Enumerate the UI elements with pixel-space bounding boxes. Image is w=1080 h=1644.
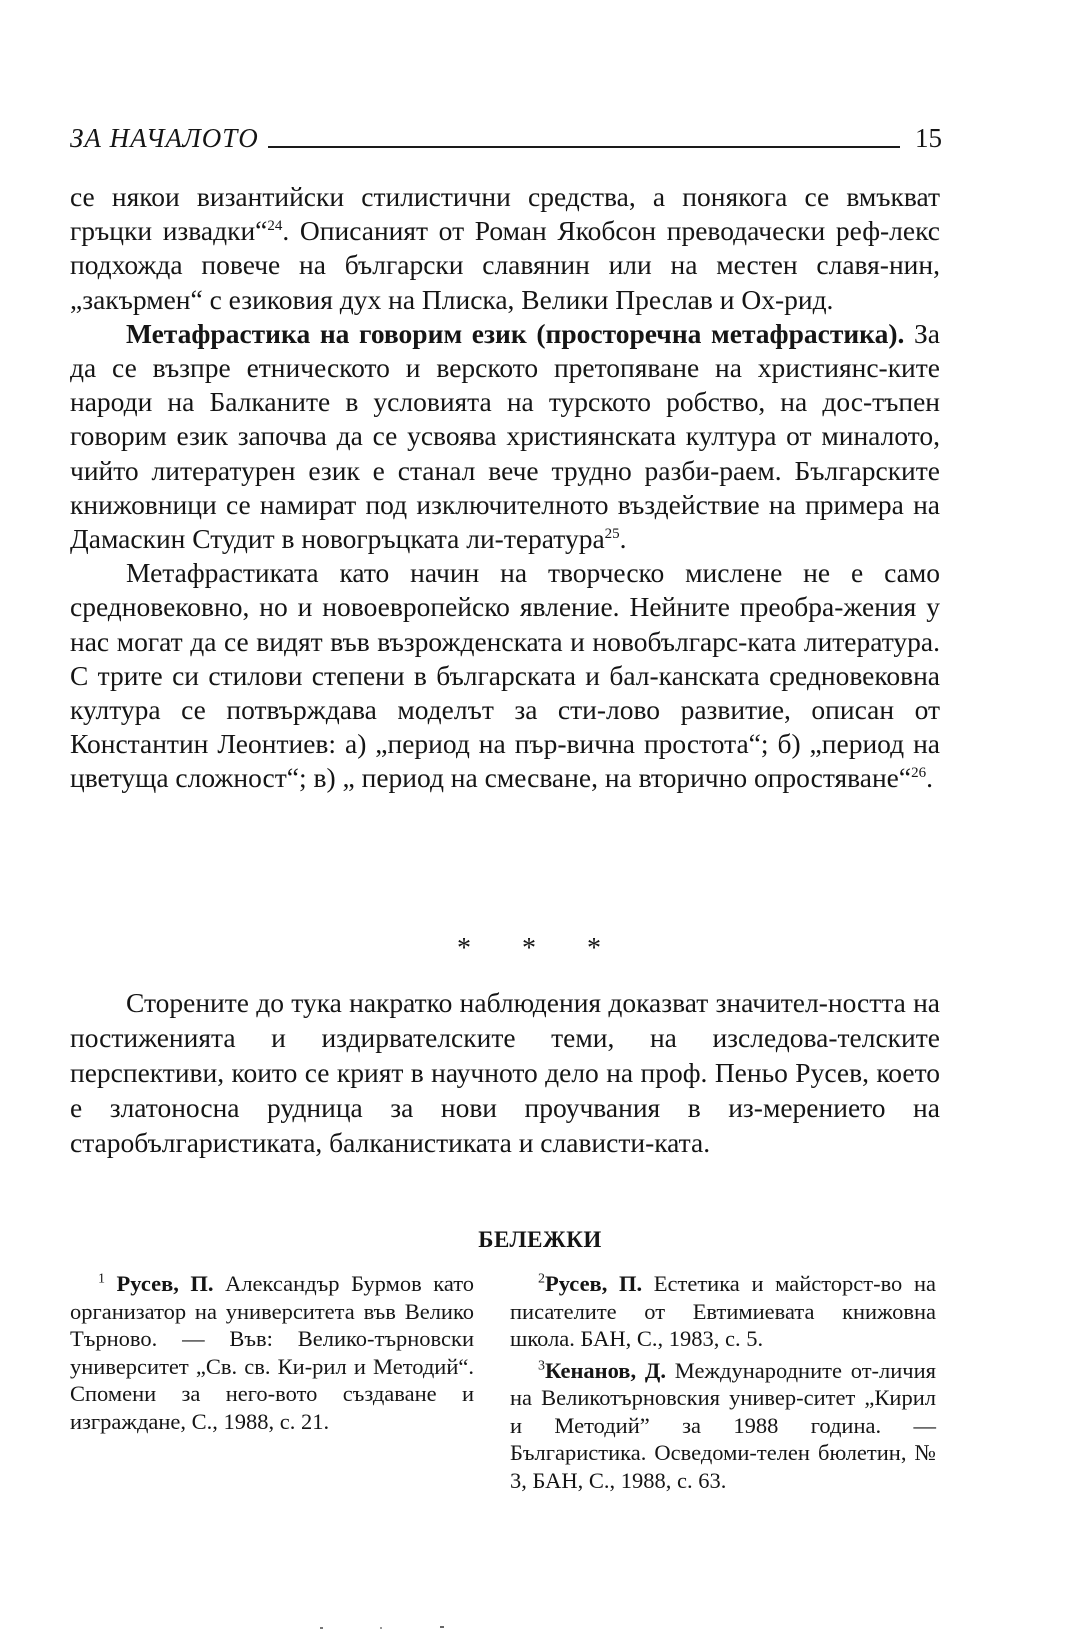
conclusion-paragraph: Сторените до тука накратко наблюдения доказват значител-ността на постиженията и издирвателските теми, на изследова-телските перспективи, които се крият в научното дело на проф. Пеньо Русев, което е златоносна рудница за нови проучвания в из-мерението на старобългаристиката, балканистиката и слависти-ката. [70, 987, 940, 1158]
note-number: 3 [538, 1358, 545, 1373]
note-author: Русев, П. [545, 1271, 643, 1296]
paragraph-2 [70, 317, 940, 556]
paragraph-1-text-b: . Описаният от Роман Якобсон преводачески реф-лекс подхожда повече на български славянин или на местен славя-нин, „закърмен“ с езиковия дух на Плиска, Велики Преслав и Ох-рид. [70, 215, 940, 315]
header-rule [268, 146, 900, 148]
section-separator: * * * [457, 933, 623, 964]
note-text: Международните от-личия на Великотърновския универ-ситет „Кирил и Методий” за 1988 година. — Българистика. Осведоми-телен бюлетин, № 3, БАН, С., 1988, с. 63. [510, 1357, 936, 1493]
note-number: 2 [538, 1271, 545, 1287]
footnote-ref-25: 25 [604, 525, 620, 542]
footnote-ref-26: 26 [911, 765, 927, 782]
paragraph-3 [70, 556, 940, 795]
notes-column-left [70, 1270, 474, 1439]
paragraph-1-text-a: се някои византийски стилистични средства, а понякога се вмъкват гръцки извадки“ [70, 181, 940, 247]
note-author: Русев, П. [116, 1271, 214, 1296]
note-2 [510, 1270, 936, 1353]
notes-heading: БЕЛЕЖКИ [478, 1227, 602, 1252]
footnote-ref-24: 24 [267, 218, 283, 235]
note-text: Александър Бурмов като организатор на университета във Велико Търново. — Във: Велико-търновски университет „Св. св. Ки-рил и Методий“. Спомени за него-вото създаване и изграждане, С., 1988, с. 21. [70, 1271, 475, 1434]
paragraph-3-text-a: Метафрастиката като начин на творческо мислене не е само средновековно, но и новоевропейско явление. Нейните преобра-жения у нас могат да се видят във възрожденската и новобългарс-ката литература. С трите си стилови степени в българската и бал-канската средновековна култура се потвърждава моделът за сти-лово развитие, описан от Константин Леонтиев: а) „период на пър-вична простота“; б) „период на цветуща сложност“; в) „ период на смесване, на вторично опростяване“ [70, 557, 940, 794]
paragraph-3-text-b: . [926, 762, 933, 794]
note-3 [510, 1357, 936, 1495]
note-number: 1 [98, 1271, 105, 1287]
page-number: 15 [915, 123, 942, 153]
paragraph-2-text-a: За да се възпре етническото и верското претопяване на християнс-ките народи на Балканите в условията на турското робство, на дос-тъпен говорим език започва да се усвоява християнската култура от миналото, чийто литературен език е станал вече трудно разби-раем. Българските книжовници се намират под изключителното въздействие на примера на Дамаскин Студит в новогръцката ли-тература [70, 317, 941, 555]
note-text: Естетика и майсторст-во на писателите от Евтимиевата книжовна школа. БАН, С., 1983, с. 5. [510, 1271, 936, 1351]
main-text [70, 180, 940, 796]
conclusion-text [70, 985, 940, 1160]
note-author: Кенанов, Д. [545, 1357, 666, 1383]
paragraph-2-text-b: . [619, 523, 627, 555]
scan-specks [320, 1626, 480, 1630]
note-1 [70, 1270, 474, 1435]
paragraph-1 [70, 180, 940, 317]
running-header [70, 120, 950, 160]
running-title: ЗА НАЧАЛОТО [70, 123, 259, 153]
notes-column-right [510, 1270, 936, 1498]
section-heading-inline: Метафрастика на говорим език (простоpечна метафрастика). [126, 317, 905, 349]
